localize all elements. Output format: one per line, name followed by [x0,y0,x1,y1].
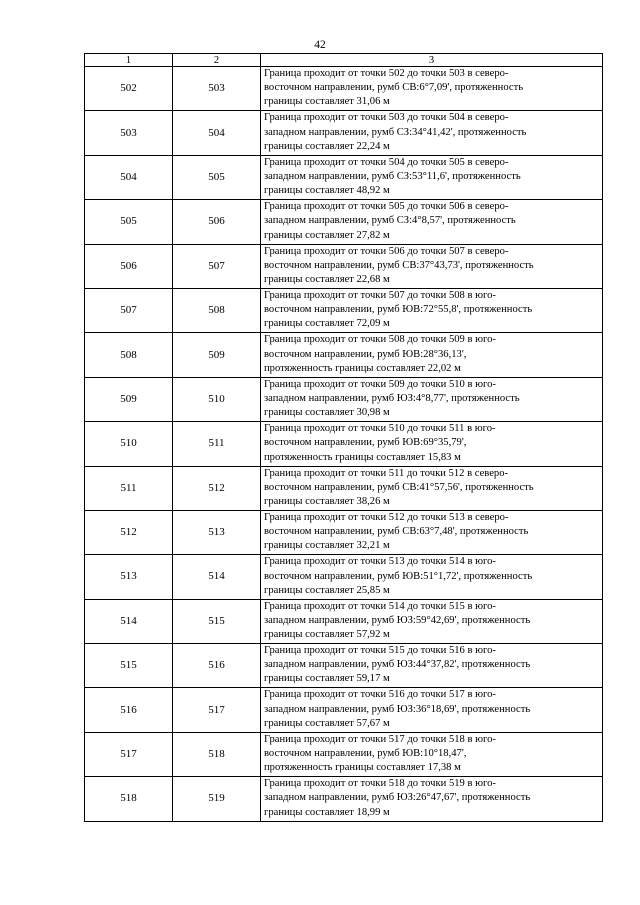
point-from-cell: 515 [85,644,173,688]
boundary-description-cell [261,555,603,599]
boundary-description-cell [261,688,603,732]
point-to-cell: 517 [173,688,261,732]
description-line: Граница проходит от точки 502 до точки 503 в северо- [264,68,509,79]
description-line: границы составляет 48,92 м [264,185,390,197]
point-from-cell: 507 [85,288,173,332]
table-row [85,510,603,554]
description-line: Граница проходит от точки 503 до точки 504 в северо- [264,112,509,124]
point-to-cell: 505 [173,155,261,199]
point-from-cell: 503 [85,111,173,155]
description-line: границы составляет 57,92 м [264,629,390,641]
table-row [85,555,603,599]
point-from-cell: 514 [85,599,173,643]
description-line: восточном направлении, румб СВ:63°7,48', протяженность [264,526,529,538]
point-to-cell: 506 [173,200,261,244]
column-header-2: 2 [173,54,261,67]
point-to-cell: 508 [173,288,261,332]
point-from-cell: 505 [85,200,173,244]
point-to-cell: 513 [173,510,261,554]
table-row [85,288,603,332]
point-to-cell: 515 [173,599,261,643]
point-to-cell: 507 [173,244,261,288]
boundary-description-cell [261,67,603,111]
description-line: границы составляет 59,17 м [264,673,390,685]
description-line: западном направлении, румб СЗ:53°11,6', протяженность [264,170,521,182]
description-line: восточном направлении, румб ЮВ:51°1,72', протяженность [264,570,533,582]
description-line: границы составляет 27,82 м [264,229,390,241]
point-to-cell: 510 [173,377,261,421]
description-line: Граница проходит от точки 509 до точки 510 в юго- [264,378,496,390]
description-line: границы составляет 25,85 м [264,584,390,596]
description-line: границы составляет 57,67 м [264,717,390,729]
description-line: Граница проходит от точки 505 до точки 506 в северо- [264,201,509,213]
point-from-cell: 512 [85,510,173,554]
description-line: восточном направлении, румб ЮВ:28°36,13', [264,348,467,360]
point-from-cell: 518 [85,777,173,821]
boundary-description-cell [261,244,603,288]
description-line: восточном направлении, румб ЮВ:69°35,79', [264,437,467,449]
point-from-cell: 513 [85,555,173,599]
point-to-cell: 519 [173,777,261,821]
boundary-description-cell [261,377,603,421]
point-from-cell: 516 [85,688,173,732]
description-line: Граница проходит от точки 507 до точки 508 в юго- [264,289,496,301]
boundary-description-cell [261,155,603,199]
boundary-description-cell [261,644,603,688]
description-line: восточном направлении, румб СВ:6°7,09', протяженность [264,82,524,94]
table-row [85,688,603,732]
description-line: границы составляет 18,99 м [264,806,390,818]
boundary-description-cell [261,111,603,155]
table-row [85,732,603,776]
point-from-cell: 510 [85,422,173,466]
point-from-cell: 517 [85,732,173,776]
table-row [85,644,603,688]
description-line: Граница проходит от точки 518 до точки 519 в юго- [264,778,496,790]
boundary-description-cell [261,777,603,821]
point-to-cell: 514 [173,555,261,599]
table-row [85,466,603,510]
boundary-description-cell [261,288,603,332]
boundary-description-cell [261,510,603,554]
description-line: восточном направлении, румб СВ:37°43,73', протяженность [264,259,534,271]
description-line: протяженность границы составляет 15,83 м [264,451,461,463]
point-to-cell: 511 [173,422,261,466]
description-line: границы составляет 22,24 м [264,140,390,152]
point-from-cell: 508 [85,333,173,377]
boundary-description-cell [261,200,603,244]
description-line: протяженность границы составляет 22,02 м [264,362,461,374]
description-line: границы составляет 22,68 м [264,273,390,285]
description-line: западном направлении, румб ЮЗ:4°8,77', протяженность [264,392,520,404]
boundary-description-cell [261,732,603,776]
boundary-description-cell [261,466,603,510]
description-line: границы составляет 38,26 м [264,495,390,507]
table-row [85,244,603,288]
table-row [85,155,603,199]
description-line: Граница проходит от точки 511 до точки 512 в северо- [264,467,509,479]
description-line: западном направлении, румб СЗ:34°41,42', протяженность [264,126,527,138]
point-to-cell: 503 [173,67,261,111]
point-from-cell: 509 [85,377,173,421]
description-line: западном направлении, румб СЗ:4°8,57', протяженность [264,215,516,227]
column-header-1: 1 [85,54,173,67]
description-line: границы составляет 72,09 м [264,318,390,330]
point-from-cell: 502 [85,67,173,111]
description-line: Граница проходит от точки 512 до точки 513 в северо- [264,511,509,523]
point-to-cell: 516 [173,644,261,688]
description-line: западном направлении, румб ЮЗ:26°47,67', протяженность [264,792,531,804]
description-line: восточном направлении, румб ЮВ:10°18,47', [264,748,467,760]
description-line: западном направлении, румб ЮЗ:59°42,69', протяженность [264,614,531,626]
description-line: Граница проходит от точки 516 до точки 517 в юго- [264,689,496,701]
table-body [85,67,603,822]
description-line: границы составляет 30,98 м [264,407,390,419]
table-row [85,67,603,111]
description-line: границы составляет 32,21 м [264,540,390,552]
boundary-description-cell [261,599,603,643]
table-header-row [85,54,603,67]
description-line: протяженность границы составляет 17,38 м [264,762,461,774]
table-row [85,777,603,821]
table-row [85,111,603,155]
description-line: Граница проходит от точки 506 до точки 507 в северо- [264,245,509,257]
description-line: восточном направлении, румб ЮВ:72°55,8', протяженность [264,304,533,316]
description-line: Граница проходит от точки 510 до точки 511 в юго- [264,423,496,435]
description-line: Граница проходит от точки 513 до точки 514 в юго- [264,556,496,568]
table-row [85,333,603,377]
description-line: границы составляет 31,06 м [264,96,390,108]
table-row [85,200,603,244]
boundary-table [84,53,603,822]
boundary-description-cell [261,333,603,377]
point-to-cell: 512 [173,466,261,510]
point-from-cell: 504 [85,155,173,199]
point-from-cell: 506 [85,244,173,288]
description-line: восточном направлении, румб СВ:41°57,56', протяженность [264,481,534,493]
column-header-3: 3 [261,54,603,67]
point-to-cell: 509 [173,333,261,377]
point-to-cell: 504 [173,111,261,155]
table-row [85,422,603,466]
description-line: западном направлении, румб ЮЗ:36°18,69', протяженность [264,703,531,715]
table-row [85,377,603,421]
point-to-cell: 518 [173,732,261,776]
description-line: Граница проходит от точки 515 до точки 516 в юго- [264,645,496,657]
description-line: западном направлении, румб ЮЗ:44°37,82', протяженность [264,659,531,671]
table-row [85,599,603,643]
description-line: Граница проходит от точки 508 до точки 509 в юго- [264,334,496,346]
point-from-cell: 511 [85,466,173,510]
description-line: Граница проходит от точки 504 до точки 505 в северо- [264,156,509,168]
boundary-description-cell [261,422,603,466]
page-number: 42 [314,39,326,51]
description-line: Граница проходит от точки 517 до точки 518 в юго- [264,733,496,745]
description-line: Граница проходит от точки 514 до точки 515 в юго- [264,600,496,612]
